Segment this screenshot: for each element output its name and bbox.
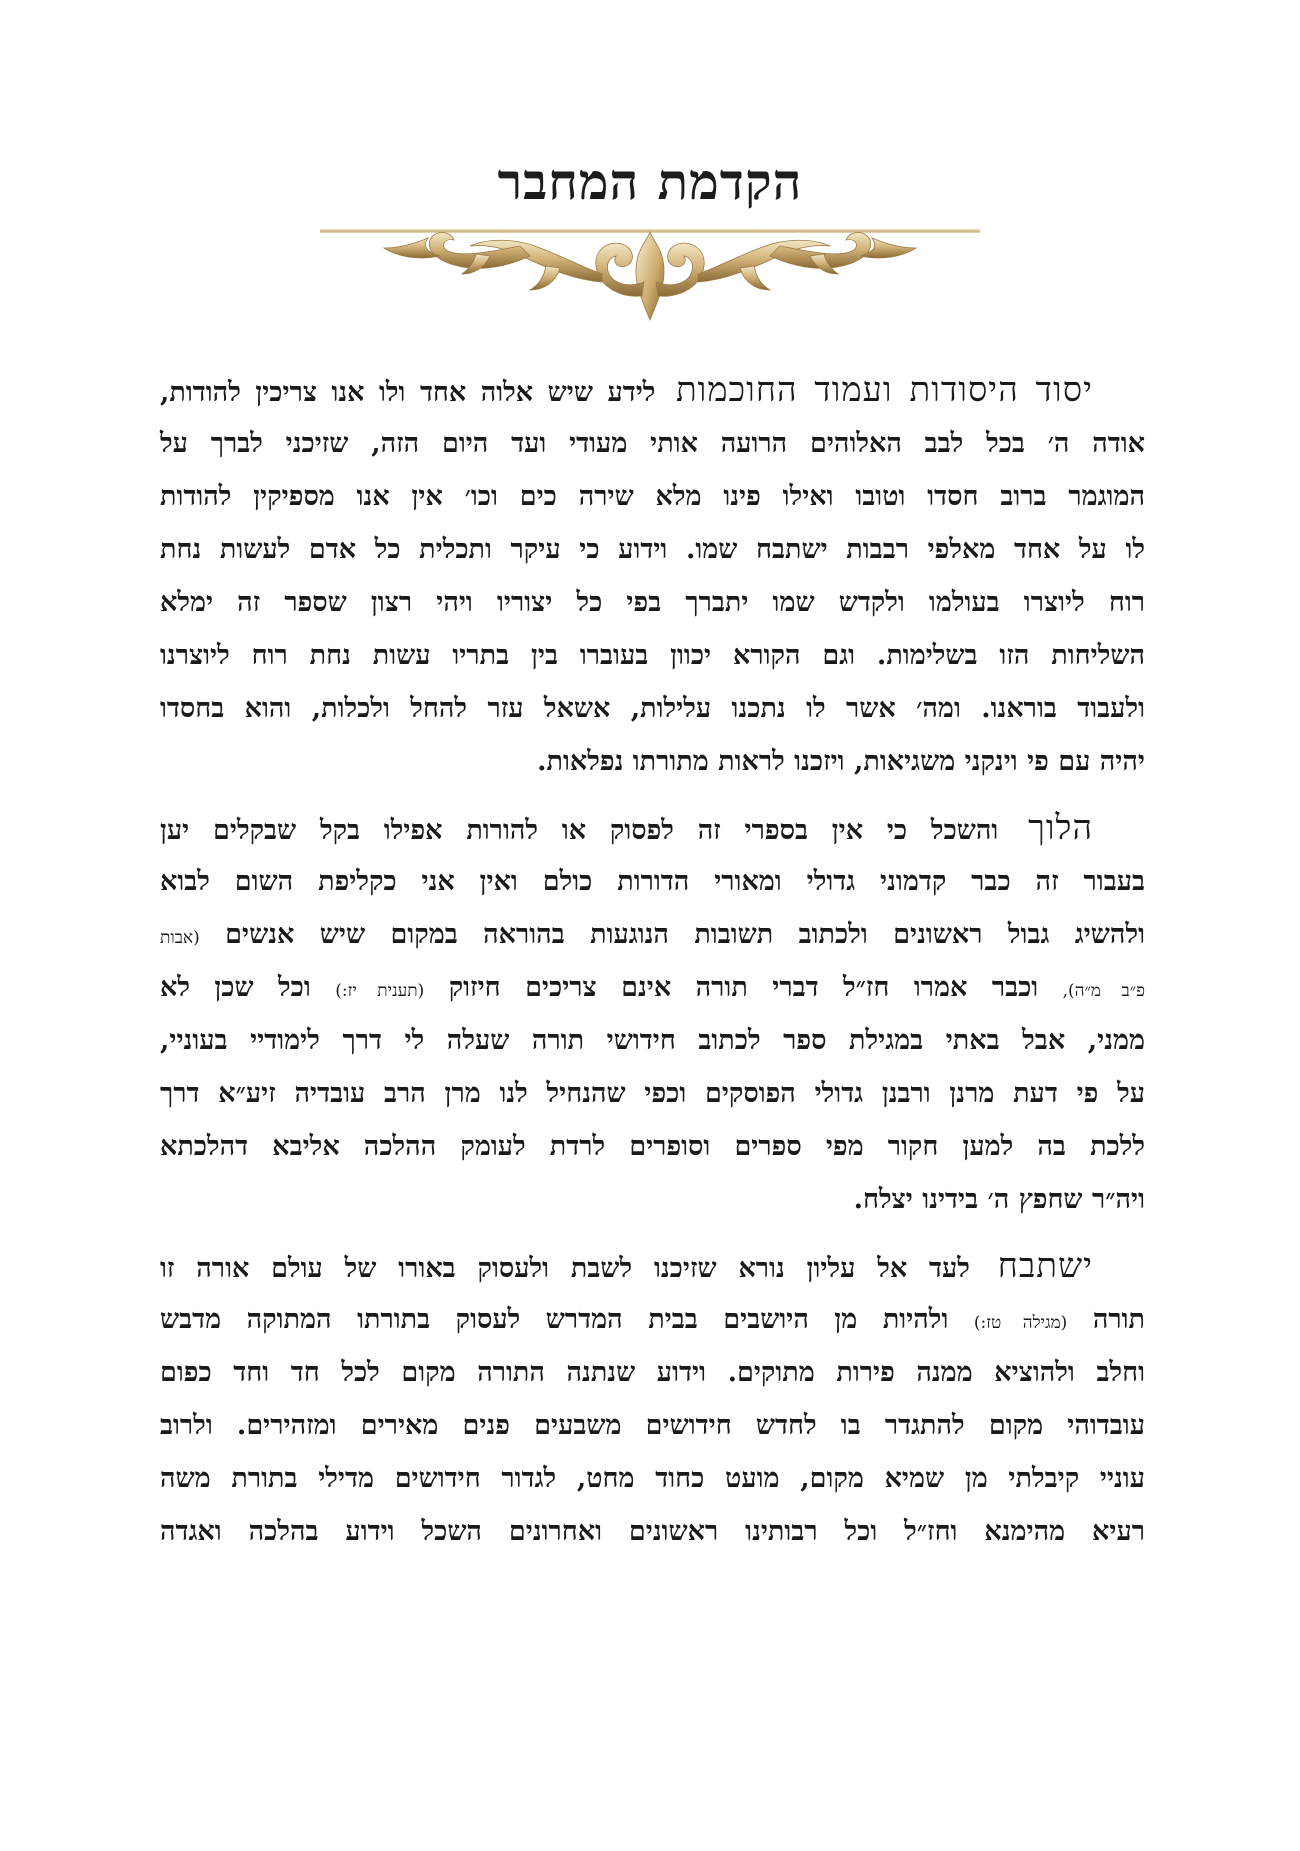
- page-title: הקדמת המחבר: [497, 152, 803, 211]
- line-text: וכל שכן לא: [160, 972, 311, 1003]
- line-text: ולהיות מן היושבים בבית המדרש לעסוק בתורתו המתוקה מדבש: [160, 1304, 949, 1335]
- text-line: לו על אחד מאלפי רבבות ישתבח שמו. וידוע כי עיקר ותכלית כל אדם לעשות נחת: [160, 534, 1145, 565]
- text-line: המוגמר ברוב חסדו וטובו ואילו פינו מלא שירה כים וכו׳ אין אנו מספיקין להודות: [160, 481, 1145, 512]
- text-line: [160, 961, 1145, 1014]
- text-line: אודה ה׳ בכל לבב האלוהים הרועה אותי מעודי ועד היום הזה, שזיכני לברך על: [160, 428, 1145, 459]
- text-line: ולעבוד בוראנו. ומה׳ אשר לו נתכנו עלילות, אשאל עזר להחל ולכלות, והוא בחסדו: [160, 693, 1145, 724]
- text-line: רוח ליוצרו בעולמו ולקדש שמו יתברך בפי כל יצוריו ויהי רצון שספר זה ימלא: [160, 587, 1146, 618]
- text-line: [160, 364, 1145, 417]
- text-line: בעבור זה כבר קדמוני גדולי ומאורי הדורות כולם ואין אני כקליפת השום לבוא: [160, 866, 1145, 897]
- gold-acanthus-scroll-icon: [370, 226, 930, 322]
- text-line: השליחות הזו בשלימות. וגם הקורא יכוון בעוברו בין בתריו עשות נחת רוח ליוצרנו: [160, 640, 1145, 671]
- text-line: עובדוהי מקום להתגדר בו לחדש חידושים משבעים פנים מאירים ומזהירים. ולרוב: [160, 1410, 1145, 1441]
- text-line: על פי דעת מרנן ורבנן גדולי הפוסקים וכפי שהנחיל לנו מרן הרב עובדיה זיע״א דרך: [160, 1078, 1145, 1109]
- source-citation: פ״ב מ״ה),: [1062, 981, 1146, 1001]
- line-text: והשכל כי אין בספרי זה לפסוק או להורות אפילו בקל שבקלים יען: [160, 815, 999, 846]
- text-line: [160, 908, 1145, 961]
- line-text: תורה: [1092, 1304, 1146, 1335]
- paragraph-gap: [160, 1226, 1145, 1240]
- text-line: ממני, אבל באתי במגילת ספר לכתוב חידושי תורה שעלה לי דרך לימודיי בעוניי,: [160, 1025, 1145, 1056]
- line-text: לידע שיש אלוה אחד ולו אנו צריכין להודות,: [160, 377, 656, 408]
- text-line: [160, 1240, 1145, 1293]
- paragraph-gap: [160, 788, 1145, 802]
- paragraph-lead-word: יסוד היסודות ועמוד החוכמות: [675, 370, 1093, 410]
- text-line: יהיה עם פי וינקני משגיאות, ויזכנו לראות מתורתו נפלאות.: [537, 746, 1145, 777]
- text-line: [160, 1293, 1145, 1346]
- text-line: וחלב ולהוציא ממנה פירות מתוקים. וידוע שנתנה התורה מקום לכל חד וחד כפום: [160, 1357, 1145, 1388]
- text-line: רעיא מהימנא וחז״ל וכל רבותינו ראשונים ואחרונים השכל וידוע בהלכה ואגדה: [160, 1516, 1145, 1547]
- line-text: וכבר אמרו חז״ל דברי תורה אינם צריכים חיזוק: [448, 972, 1039, 1003]
- paragraph-lead-word: הלוך: [1028, 808, 1094, 848]
- source-citation: (מגילה טז:): [973, 1313, 1068, 1333]
- source-citation: (תענית יז:): [335, 981, 425, 1001]
- text-line: ויה״ר שחפץ ה׳ בידינו יצלח.: [853, 1184, 1145, 1215]
- introduction-body: [160, 364, 1145, 1558]
- text-line: [160, 802, 1145, 855]
- paragraph-lead-word: ישתבח: [997, 1246, 1094, 1286]
- text-line: עוניי קיבלתי מן שמיא מקום, מועט כחוד מחט, לגדור חידושים מדילי בתורת משה: [160, 1463, 1145, 1494]
- line-text: לעד אל עליון נורא שזיכנו לשבת ולעסוק באורו של עולם אורה זו: [160, 1253, 970, 1284]
- text-line: ללכת בה למען חקור מפי ספרים וסופרים לרדת לעומק ההלכה אליבא דהלכתא: [160, 1131, 1145, 1162]
- line-text: ולהשיג גבול ראשונים ולכתוב תשובות הנוגעות בהוראה במקום שיש אנשים: [225, 919, 1145, 950]
- source-citation: (אבות: [160, 928, 200, 948]
